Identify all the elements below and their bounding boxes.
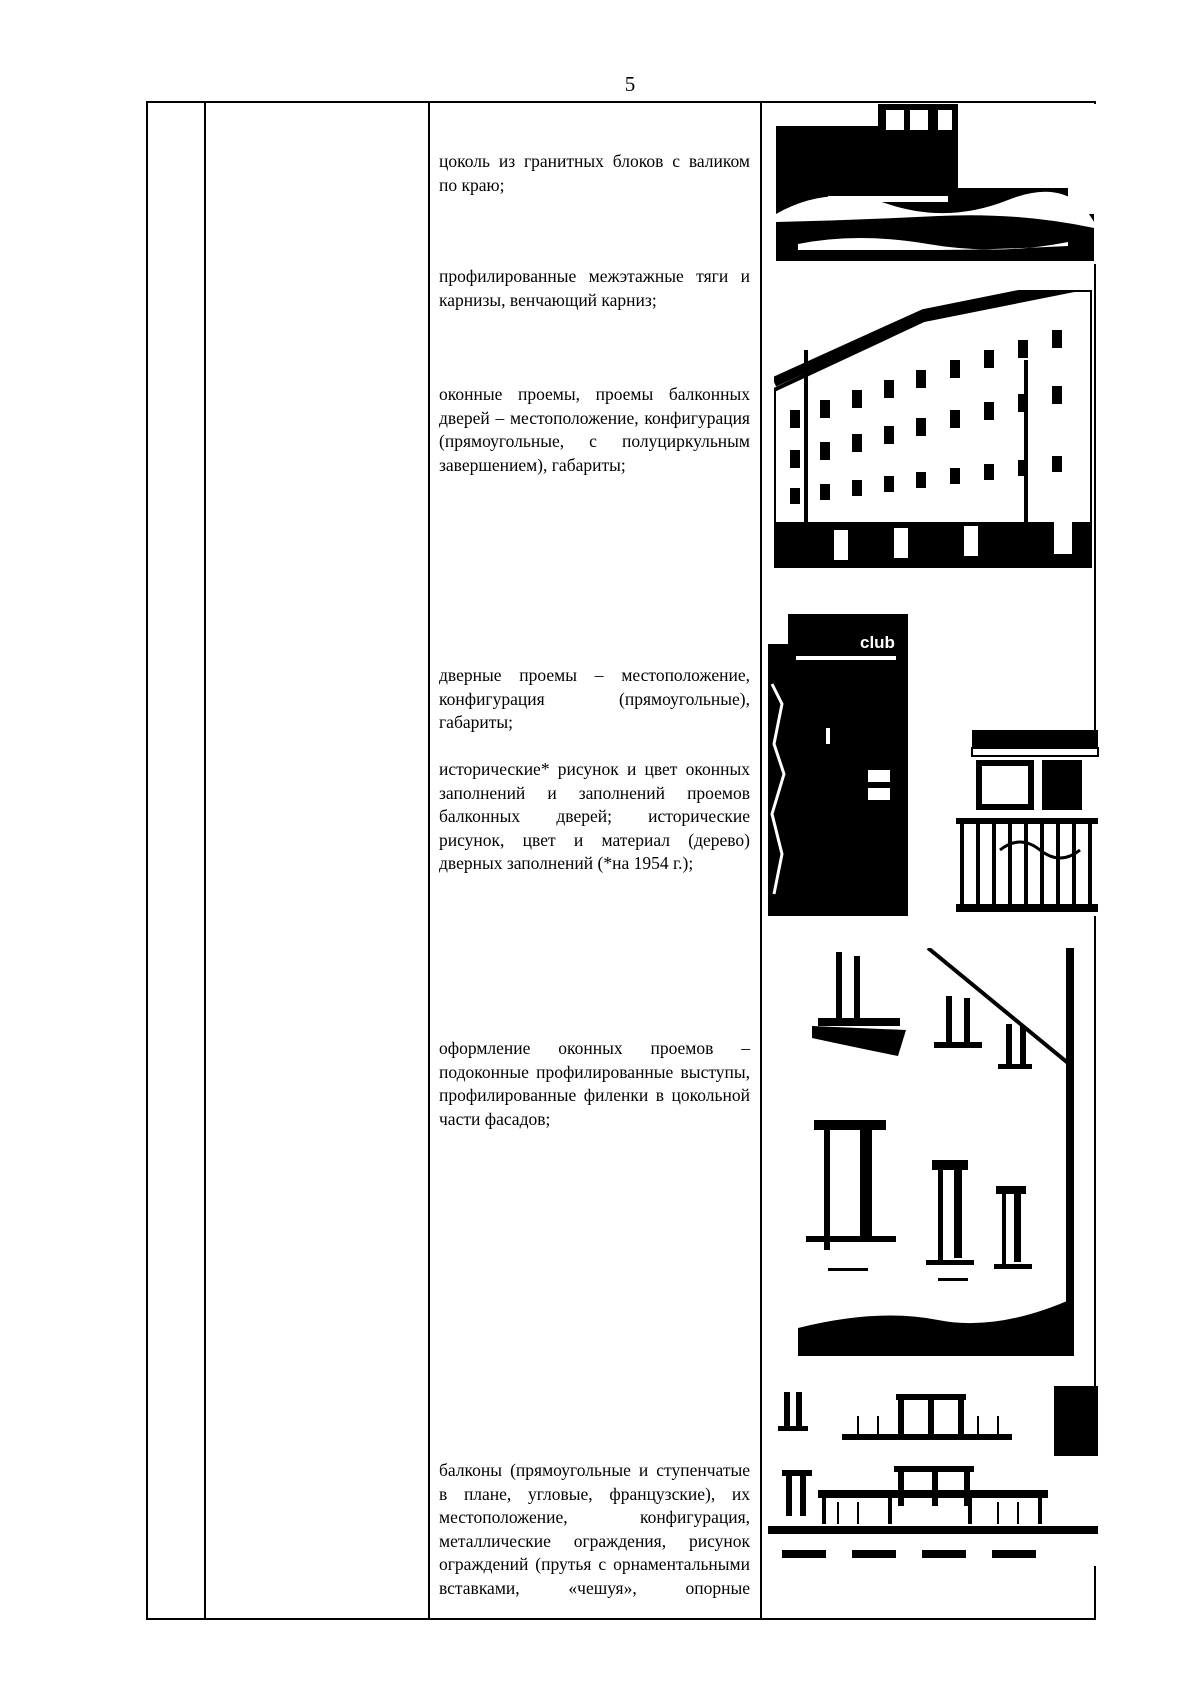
- item-door-openings: дверные проемы – местоположение, конфигурация (прямоугольные), габариты;: [439, 665, 750, 732]
- item-cornices: профилированные межэтажные тяги и карнизы, венчающий карниз;: [439, 266, 750, 310]
- photo-balconies: [768, 1386, 1098, 1566]
- photo-balcony-railing: [950, 730, 1100, 916]
- photo-plinth: [768, 104, 1098, 264]
- column-divider-2: [428, 101, 430, 1620]
- page-number: 5: [624, 72, 636, 96]
- item-balconies: балконы (прямоугольные и ступенчатые в плане, угловые, французские), их местоположение, конфигурация, металлические ограждения, рисунок ограждений (прутья с орнаментальными вставками, «чешуя», опорные: [439, 1460, 750, 1598]
- photo-door: [768, 604, 908, 916]
- item-window-decor: оформление оконных проемов – подоконные профилированные выступы, профилированные филенки в цокольной части фасадов;: [439, 1038, 750, 1129]
- photo-facade: [774, 290, 1092, 568]
- item-window-openings: оконные проемы, проемы балконных дверей – местоположение, конфигурация (прямоугольные, с полуциркульным завершением), габариты;: [439, 384, 750, 475]
- photo-window-decor: [798, 948, 1074, 1356]
- column-divider-1: [204, 101, 206, 1620]
- door-sign-text: club: [860, 633, 895, 652]
- item-historic-fillings: исторические* рисунок и цвет оконных заполнений и заполнений проемов балконных дверей; исторические рисунок, цвет и материал (дерево) дверных заполнений (*на 1954 г.);: [439, 759, 750, 873]
- item-plinth: цоколь из гранитных блоков с валиком по краю;: [439, 151, 750, 195]
- column-divider-3: [760, 101, 762, 1620]
